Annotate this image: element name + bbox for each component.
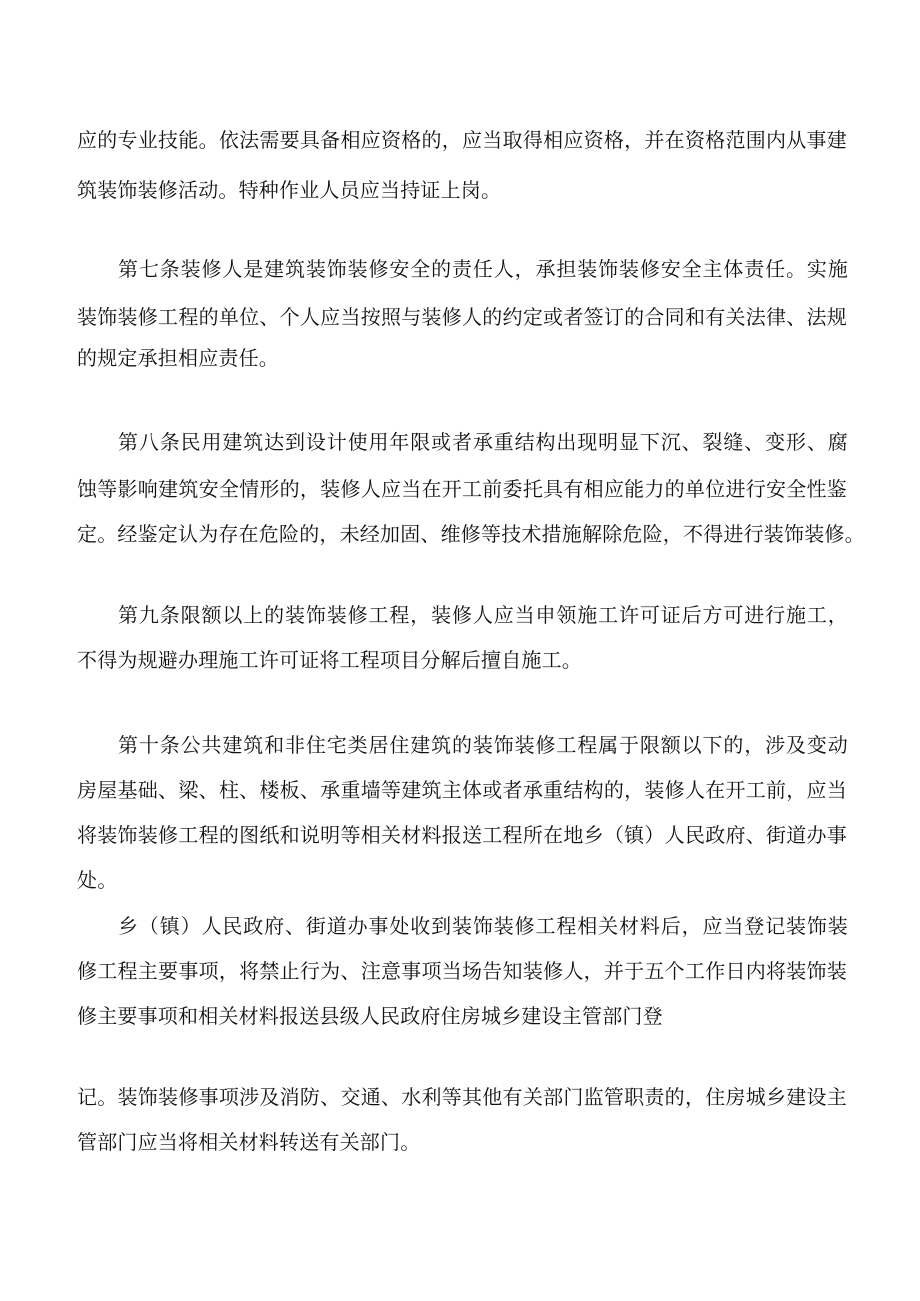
paragraph-line: 筑装饰装修活动。特种作业人员应当持证上岗。 bbox=[77, 178, 502, 202]
article-10-line: 处。 bbox=[77, 868, 118, 892]
article-7-line: 装饰装修工程的单位、个人应当按照与装修人的约定或者签订的合同和有关法律、法规 bbox=[77, 305, 847, 329]
article-7-line: 第七条装修人是建筑装饰装修安全的责任人，承担装饰装修安全主体责任。实施 bbox=[118, 257, 848, 281]
registration-line: 管部门应当将相关材料转送有关部门。 bbox=[77, 1130, 421, 1154]
article-10-line: 第十条公共建筑和非住宅类居住建筑的装饰装修工程属于限额以下的，涉及变动 bbox=[118, 733, 848, 757]
township-line: 乡（镇）人民政府、街道办事处收到装饰装修工程相关材料后，应当登记装饰装 bbox=[118, 914, 848, 938]
article-9-line: 第九条限额以上的装饰装修工程，装修人应当申领施工许可证后方可进行施工， bbox=[118, 603, 848, 627]
article-9-line: 不得为规避办理施工许可证将工程项目分解后擅自施工。 bbox=[77, 648, 582, 672]
article-10-line: 房屋基础、梁、柱、楼板、承重墙等建筑主体或者承重结构的，装修人在开工前，应当 bbox=[77, 778, 847, 802]
article-8-line: 蚀等影响建筑安全情形的，装修人应当在开工前委托具有相应能力的单位进行安全性鉴 bbox=[77, 477, 847, 501]
township-line: 修工程主要事项，将禁止行为、注意事项当场告知装修人，并于五个工作日内将装饰装 bbox=[77, 959, 847, 983]
article-8-line: 第八条民用建筑达到设计使用年限或者承重结构出现明显下沉、裂缝、变形、腐 bbox=[118, 430, 848, 454]
paragraph-line: 应的专业技能。依法需要具备相应资格的，应当取得相应资格，并在资格范围内从事建 bbox=[77, 128, 847, 152]
article-8-line: 定。经鉴定认为存在危险的，未经加固、维修等技术措施解除危险，不得进行装饰装修。 bbox=[77, 522, 865, 546]
article-7-line: 的规定承担相应责任。 bbox=[77, 346, 279, 370]
article-10-line: 将装饰装修工程的图纸和说明等相关材料报送工程所在地乡（镇）人民政府、街道办事 bbox=[77, 823, 847, 847]
township-line: 修主要事项和相关材料报送县级人民政府住房城乡建设主管部门登 bbox=[77, 1004, 663, 1028]
registration-line: 记。装饰装修事项涉及消防、交通、水利等其他有关部门监管职责的，住房城乡建设主 bbox=[77, 1085, 847, 1109]
